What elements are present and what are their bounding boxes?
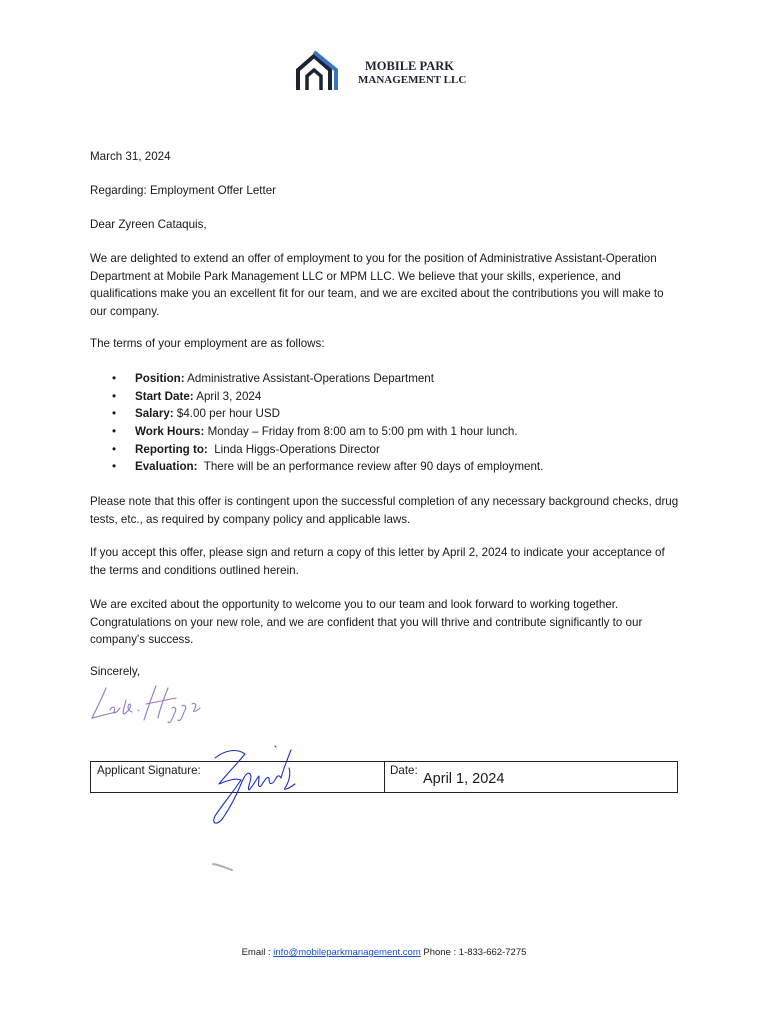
date-value: April 1, 2024 bbox=[423, 771, 505, 787]
acceptance-paragraph bbox=[90, 544, 680, 579]
term-item: • Work Hours: Monday – Friday from 8:00 am to 5:00 pm with 1 hour lunch. bbox=[112, 425, 518, 439]
letter-salutation: Dear Zyreen Cataquis, bbox=[90, 218, 207, 231]
letter-date: March 31, 2024 bbox=[90, 150, 171, 163]
signoff: Sincerely, bbox=[90, 665, 141, 678]
term-label: Work Hours: bbox=[135, 425, 205, 439]
closing-line: Congratulations on your new role, and we are confident that you will thrive and contribute significantly to our bbox=[90, 615, 643, 629]
term-label: Salary: bbox=[135, 407, 174, 421]
acceptance-line: If you accept this offer, please sign and return a copy of this letter by April 2, 2024 to indicate your acceptance of bbox=[90, 546, 665, 559]
term-value: April 3, 2024 bbox=[193, 389, 262, 403]
signature-table bbox=[90, 761, 678, 793]
intro-line: We are delighted to extend an offer of employment to you for the position of Administrative Assistant-Operation bbox=[90, 252, 657, 265]
term-item: • Salary: $4.00 per hour USD bbox=[112, 407, 281, 421]
contingency-line: tests, etc., as required by company policy and applicable laws. bbox=[90, 512, 411, 526]
term-item: • Start Date: April 3, 2024 bbox=[112, 389, 262, 403]
footer bbox=[0, 947, 768, 958]
term-item: • Reporting to: Linda Higgs-Operations Director bbox=[112, 442, 380, 456]
company-logo-icon bbox=[296, 50, 340, 92]
contingency-line: Please note that this offer is contingent upon the successful completion of any necessary background checks, drug bbox=[90, 495, 679, 508]
letter-subject: Regarding: Employment Offer Letter bbox=[90, 184, 277, 197]
term-label: Reporting to: bbox=[135, 442, 208, 456]
closing-paragraph bbox=[90, 596, 680, 649]
term-value: Monday – Friday from 8:00 am to 5:00 pm with 1 hour lunch. bbox=[204, 425, 518, 439]
term-value: Linda Higgs-Operations Director bbox=[207, 442, 380, 456]
manager-signature bbox=[86, 680, 206, 724]
intro-line: Department at Mobile Park Management LLC or MPM LLC. We believe that your skills, experience, and bbox=[90, 269, 621, 283]
terms-list bbox=[112, 370, 543, 476]
closing-line: We are excited about the opportunity to welcome you to our team and look forward to working together. bbox=[90, 598, 619, 611]
footer-phone-label: Phone : bbox=[420, 947, 459, 958]
term-label: Evaluation: bbox=[135, 460, 198, 474]
date-label: Date: bbox=[390, 764, 418, 777]
stray-mark bbox=[212, 862, 234, 872]
term-value: Administrative Assistant-Operations Department bbox=[184, 372, 434, 385]
company-name-line1: MOBILE PARK bbox=[365, 59, 455, 73]
closing-line: company's success. bbox=[90, 633, 194, 646]
company-name-line2: MANAGEMENT LLC bbox=[358, 74, 467, 86]
intro-line: our company. bbox=[90, 304, 160, 318]
term-item: • Evaluation: There will be an performance review after 90 days of employment. bbox=[112, 460, 544, 474]
footer-phone: 1-833-662-7275 bbox=[458, 947, 527, 958]
footer-email-link[interactable]: info@mobileparkmanagement.com bbox=[273, 947, 421, 958]
acceptance-line: the terms and conditions outlined herein. bbox=[90, 563, 299, 577]
term-value: There will be an performance review after 90 days of employment. bbox=[197, 460, 544, 474]
applicant-signature bbox=[205, 740, 305, 830]
footer-email-label: Email : bbox=[241, 947, 274, 958]
applicant-signature-label: Applicant Signature: bbox=[97, 764, 201, 777]
term-label: Position: bbox=[135, 372, 185, 385]
intro-paragraph bbox=[90, 250, 680, 320]
term-value: $4.00 per hour USD bbox=[173, 407, 281, 421]
intro-line: qualifications make you an excellent fit for our team, and we are excited about the contributions you will make to bbox=[90, 287, 664, 300]
contingency-paragraph bbox=[90, 493, 680, 528]
term-label: Start Date: bbox=[135, 389, 194, 403]
term-item: • Position: Administrative Assistant-Operations Department bbox=[112, 372, 434, 385]
terms-intro: The terms of your employment are as follows: bbox=[90, 337, 325, 350]
